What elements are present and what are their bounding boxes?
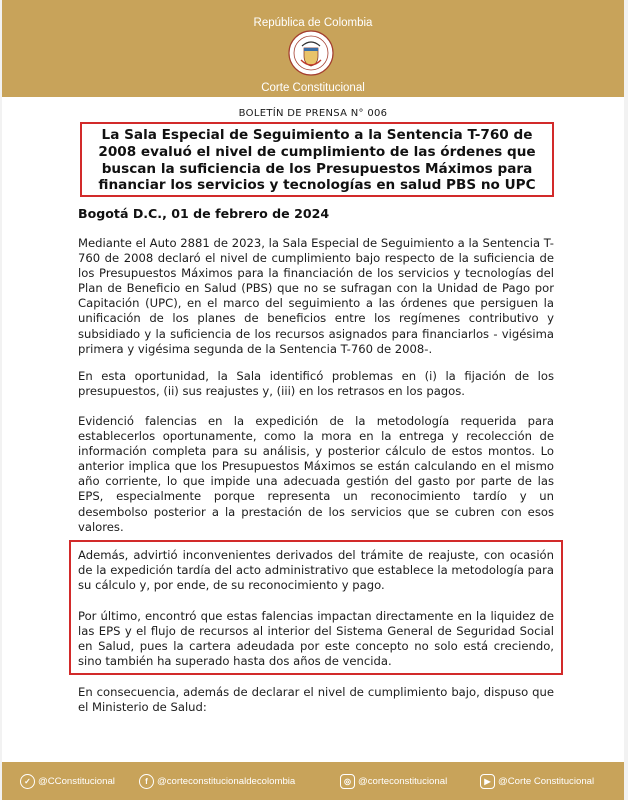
instagram-handle: @corteconstitucional xyxy=(358,776,448,787)
facebook-icon: f xyxy=(139,774,154,789)
press-release-page xyxy=(2,0,624,800)
header-banner xyxy=(2,0,624,97)
bulletin-title xyxy=(86,127,548,194)
republic-label: República de Colombia xyxy=(253,17,373,29)
paragraph-reajuste: Además, advirtió inconvenientes derivados del trámite de reajuste, con ocasión de la expedición tardía del acto administrativo que establece la metodología para su cálculo y, por ende, de su reconocimiento y pago. xyxy=(78,548,554,593)
instagram-icon: ◎ xyxy=(340,774,355,789)
court-label: Corte Constitucional xyxy=(261,82,365,94)
footer-bar xyxy=(2,762,624,800)
paragraph-problems: En esta oportunidad, la Sala identificó problemas en (i) la fijación de los presupuestos, (ii) sus reajustes y, (iii) en los retrasos en los pagos. xyxy=(78,369,554,399)
title-line: buscan la suficiencia de los Presupuestos Máximos para xyxy=(101,160,533,177)
date-line: Bogotá D.C., 01 de febrero de 2024 xyxy=(78,206,330,221)
paragraph-conclusion: En consecuencia, además de declarar el nivel de cumplimiento bajo, dispuso que el Ministerio de Salud: xyxy=(78,685,554,715)
paragraph-auto: Mediante el Auto 2881 de 2023, la Sala Especial de Seguimiento a la Sentencia T-760 de 2008 declaró el nivel de cumplimiento bajo respecto de la suficiencia de los Presupuestos Máximos para la financiación de los servicios y tecnologías del Plan de Beneficio en Salud (PBS) que no se sufragan con la Unidad de Pago por Capitación (UPC), en el marco del seguimiento a las órdenes que persiguen la unificación de los planes de beneficios entre los regímenes contributivo y subsidiado y la suficiencia de los recursos asignados para financiarlos - vigésima primera y vigésima segunda de la Sentencia T-760 de 2008-. xyxy=(78,236,554,356)
title-line: 2008 evaluó el nivel de cumplimiento de las órdenes que xyxy=(98,143,536,160)
title-line: financiar los servicios y tecnologías en salud PBS no UPC xyxy=(98,177,536,194)
youtube-handle: @Corte Constitucional xyxy=(498,776,595,787)
footer-twitter[interactable] xyxy=(20,773,115,790)
title-line: La Sala Especial de Seguimiento a la Sentencia T-760 de xyxy=(101,127,533,143)
bulletin-label: BOLETÍN DE PRENSA N° 006 xyxy=(238,108,388,119)
court-seal-icon xyxy=(288,30,334,76)
paragraph-methodology: Evidenció falencias en la expedición de la metodología requerida para establecerlos oportunamente, como la mora en la entrega y recolección de información completa para su análisis, y posterior cálculo de estos montos. Lo anterior implica que los Presupuestos Máximos se están calculando en el mismo año corriente, lo que impide una adecuada gestión del gasto por parte de las EPS, especialmente porque representa un reconocimiento tardío y un desembolso posterior a la prestación de los servicios que se cubren con esos valores. xyxy=(78,414,554,534)
footer-youtube[interactable] xyxy=(480,773,594,790)
footer-facebook[interactable] xyxy=(139,773,295,790)
twitter-handle: @CConstitucional xyxy=(38,776,115,787)
paragraph-liquidez: Por último, encontró que estas falencias impactan directamente en la liquidez de las EPS y el flujo de recursos al interior del Sistema General de Seguridad Social en Salud, pues la cartera adeudada por este concepto no solo está creciendo, sino también ha superado hasta dos años de vencida. xyxy=(78,609,554,669)
footer-instagram[interactable] xyxy=(340,773,447,790)
youtube-icon: ▶ xyxy=(480,774,495,789)
facebook-handle: @corteconstitucionaldecolombia xyxy=(157,776,296,787)
twitter-icon: ✓ xyxy=(20,774,35,789)
